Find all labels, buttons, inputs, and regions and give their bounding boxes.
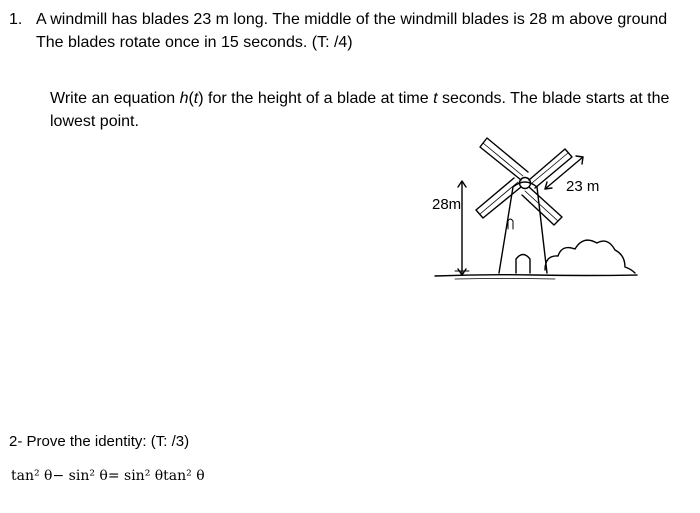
bushes	[545, 240, 635, 273]
tower-door	[516, 255, 530, 274]
windmill-diagram	[425, 125, 645, 290]
tower-window	[508, 219, 513, 229]
question-1-text-line-1: A windmill has blades 23 m long. The middle of the windmill blades is 28 m above ground	[36, 11, 668, 28]
paren-open: (	[188, 90, 194, 107]
paren-close: )	[198, 90, 204, 107]
variable-t: t	[193, 90, 199, 107]
instruction-text: for the height of a blade at time	[203, 90, 434, 107]
height-label: 28m	[432, 196, 462, 213]
instruction-line-2: lowest point.	[50, 113, 139, 130]
instruction-text: Write an equation	[50, 90, 180, 107]
blade-length-label: 23 m	[566, 178, 600, 195]
instruction-text: seconds. The blade starts at the	[437, 90, 670, 107]
question-1-text-line-2: The blades rotate once in 15 seconds. (T: /4)	[36, 34, 353, 51]
function-name-h: h	[179, 90, 189, 107]
instruction-line-1	[50, 88, 669, 110]
ground-line	[435, 275, 637, 276]
trig-identity: tan² θ− sin² θ= sin² θtan² θ	[11, 468, 205, 484]
variable-t: t	[433, 90, 438, 107]
ground-line-shadow	[455, 279, 555, 280]
question-2-text: 2- Prove the identity: (T: /3)	[9, 433, 190, 450]
question-1-number: 1.	[9, 11, 23, 28]
